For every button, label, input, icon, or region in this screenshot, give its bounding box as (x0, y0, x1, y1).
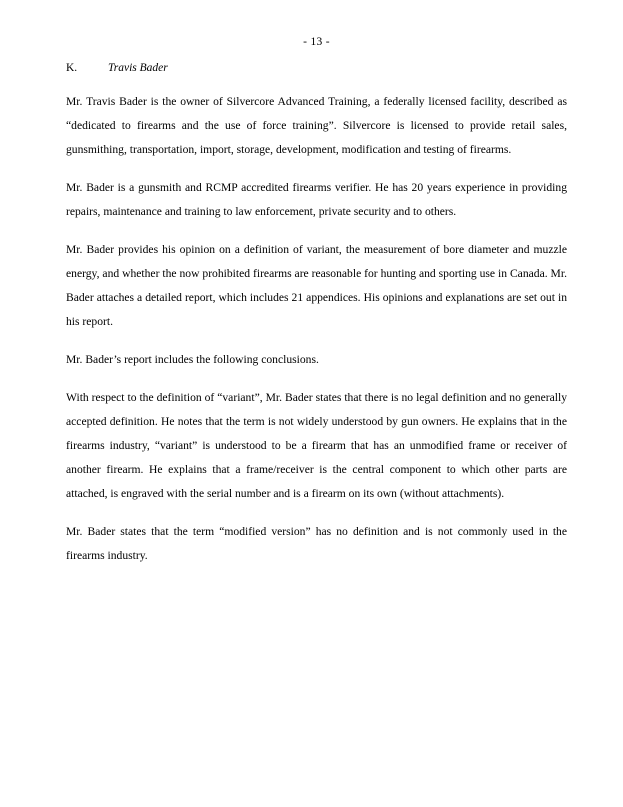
section-letter: K. (66, 62, 78, 74)
paragraph: Mr. Bader provides his opinion on a definition of variant, the measurement of bore diameter and muzzle energy, and whether the now prohibited firearms are reasonable for hunting and sporting use in Canada. Mr. Bader attaches a detailed report, which includes 21 appendices. His opinions and explanations are set out in his report. (66, 242, 567, 328)
section-title: Travis Bader (108, 62, 168, 74)
paragraph: With respect to the definition of “variant”, Mr. Bader states that there is no legal definition and no generally accepted definition. He notes that the term is not widely understood by gun owners. He explains that in the firearms industry, “variant” is understood to be a firearm that has an unmodified frame or receiver of another firearm. He explains that a frame/receiver is the central component to which other parts are attached, is engraved with the serial number and is a firearm on its own (without attachments). (66, 390, 567, 500)
paragraph: Mr. Bader is a gunsmith and RCMP accredited firearms verifier. He has 20 years experience in providing repairs, maintenance and training to law enforcement, private security and to others. (66, 180, 567, 218)
paragraph: Mr. Bader states that the term “modified version” has no definition and is not commonly used in the firearms industry. (66, 524, 567, 562)
paragraph: Mr. Travis Bader is the owner of Silvercore Advanced Training, a federally licensed facility, described as “dedicated to firearms and the use of force training”. Silvercore is licensed to provide retail sales, gunsmithing, transportation, import, storage, development, modification and testing of firearms. (66, 95, 567, 156)
paragraph: Mr. Bader’s report includes the following conclusions. (66, 352, 319, 366)
section-heading (66, 62, 567, 74)
page-number: - 13 - (303, 36, 330, 48)
